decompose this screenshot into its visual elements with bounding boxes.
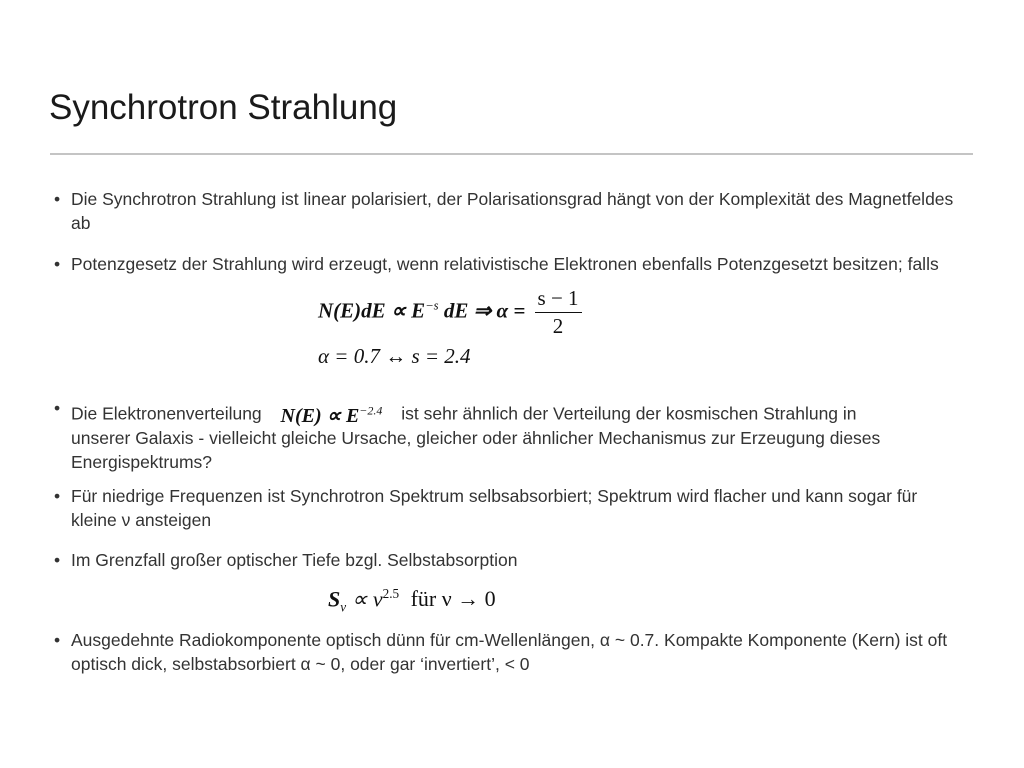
formula-self-absorption [328,586,496,616]
formula-exponent: −s [425,298,439,313]
bullet-text-continuation: unserer Galaxis - vielleicht gleiche Ursache, gleicher oder ähnlicher Mechanismus zur Erzeugung dieses Energispektrums? [71,427,881,472]
formula-middle: ∝ ν [351,586,383,612]
bullet-dot: • [54,550,61,570]
bullet-low-frequencies [54,484,959,532]
fraction-denominator: 2 [552,314,564,338]
bullet-text: Potenzgesetz der Strahlung wird erzeugt, wenn relativistische Elektronen ebenfalls Potenzgesetzt besitzen; falls [71,254,939,274]
bullet-text: Für niedrige Frequenzen ist Synchrotron Spektrum selbsabsorbiert; Spektrum wird flacher und kann sogar für kleine ν ansteigen [71,486,918,530]
formula-exponent: 2.5 [382,586,400,601]
slide-title: Synchrotron Strahlung [49,88,398,127]
bullet-text: Ausgedehnte Radiokomponente optisch dünn für cm-Wellenlängen, α ~ 0.7. Kompakte Komponente (Kern) ist oft optisch dick, selbstabsorbiert α ~ 0, oder gar ‘invertiert’, < 0 [71,630,948,674]
formula-fraction [535,286,582,339]
bullet-dot: • [54,630,61,650]
formula-lhs: N(E) ∝ E [280,404,360,427]
bullet-polarization [54,187,964,235]
bullet-dot: • [54,486,61,506]
bullet-text-start: Die Elektronenverteilung [71,403,262,424]
formula-middle: dE ⇒ α = [443,298,526,323]
bullet-dot: • [54,254,61,274]
formula-lhs: N(E)dE ∝ E [318,298,426,323]
bullet-dot: • [54,189,61,209]
bullet-power-law [54,252,954,276]
formula-condition: für ν → 0 [410,586,496,612]
bullet-dot: • [54,398,61,418]
bullet-text-end: ist sehr ähnlich der Verteilung der kosmischen Strahlung in [401,403,857,424]
bullet-text [71,396,964,474]
bullet-text: Die Synchrotron Strahlung ist linear polarisiert, der Polarisationsgrad hängt von der Komplexität des Magnetfeldes ab [71,189,954,233]
formula-subscript: ν [340,599,347,615]
fraction-numerator: s − 1 [537,286,579,310]
title-divider [50,153,973,155]
formula-symbol: S [328,586,341,612]
formula-power-law [318,286,582,339]
bullet-radio-component [54,628,959,676]
fraction-bar [535,312,582,313]
bullet-electron-distribution [54,396,964,474]
bullet-optical-depth [54,548,964,572]
formula-electron-distribution [281,405,383,427]
formula-alpha-s [318,344,471,369]
formula-text: α = 0.7 ↔ s = 2.4 [318,344,471,368]
bullet-text: Im Grenzfall großer optischer Tiefe bzgl. Selbstabsorption [71,550,518,570]
formula-exponent: −2.4 [359,403,383,417]
